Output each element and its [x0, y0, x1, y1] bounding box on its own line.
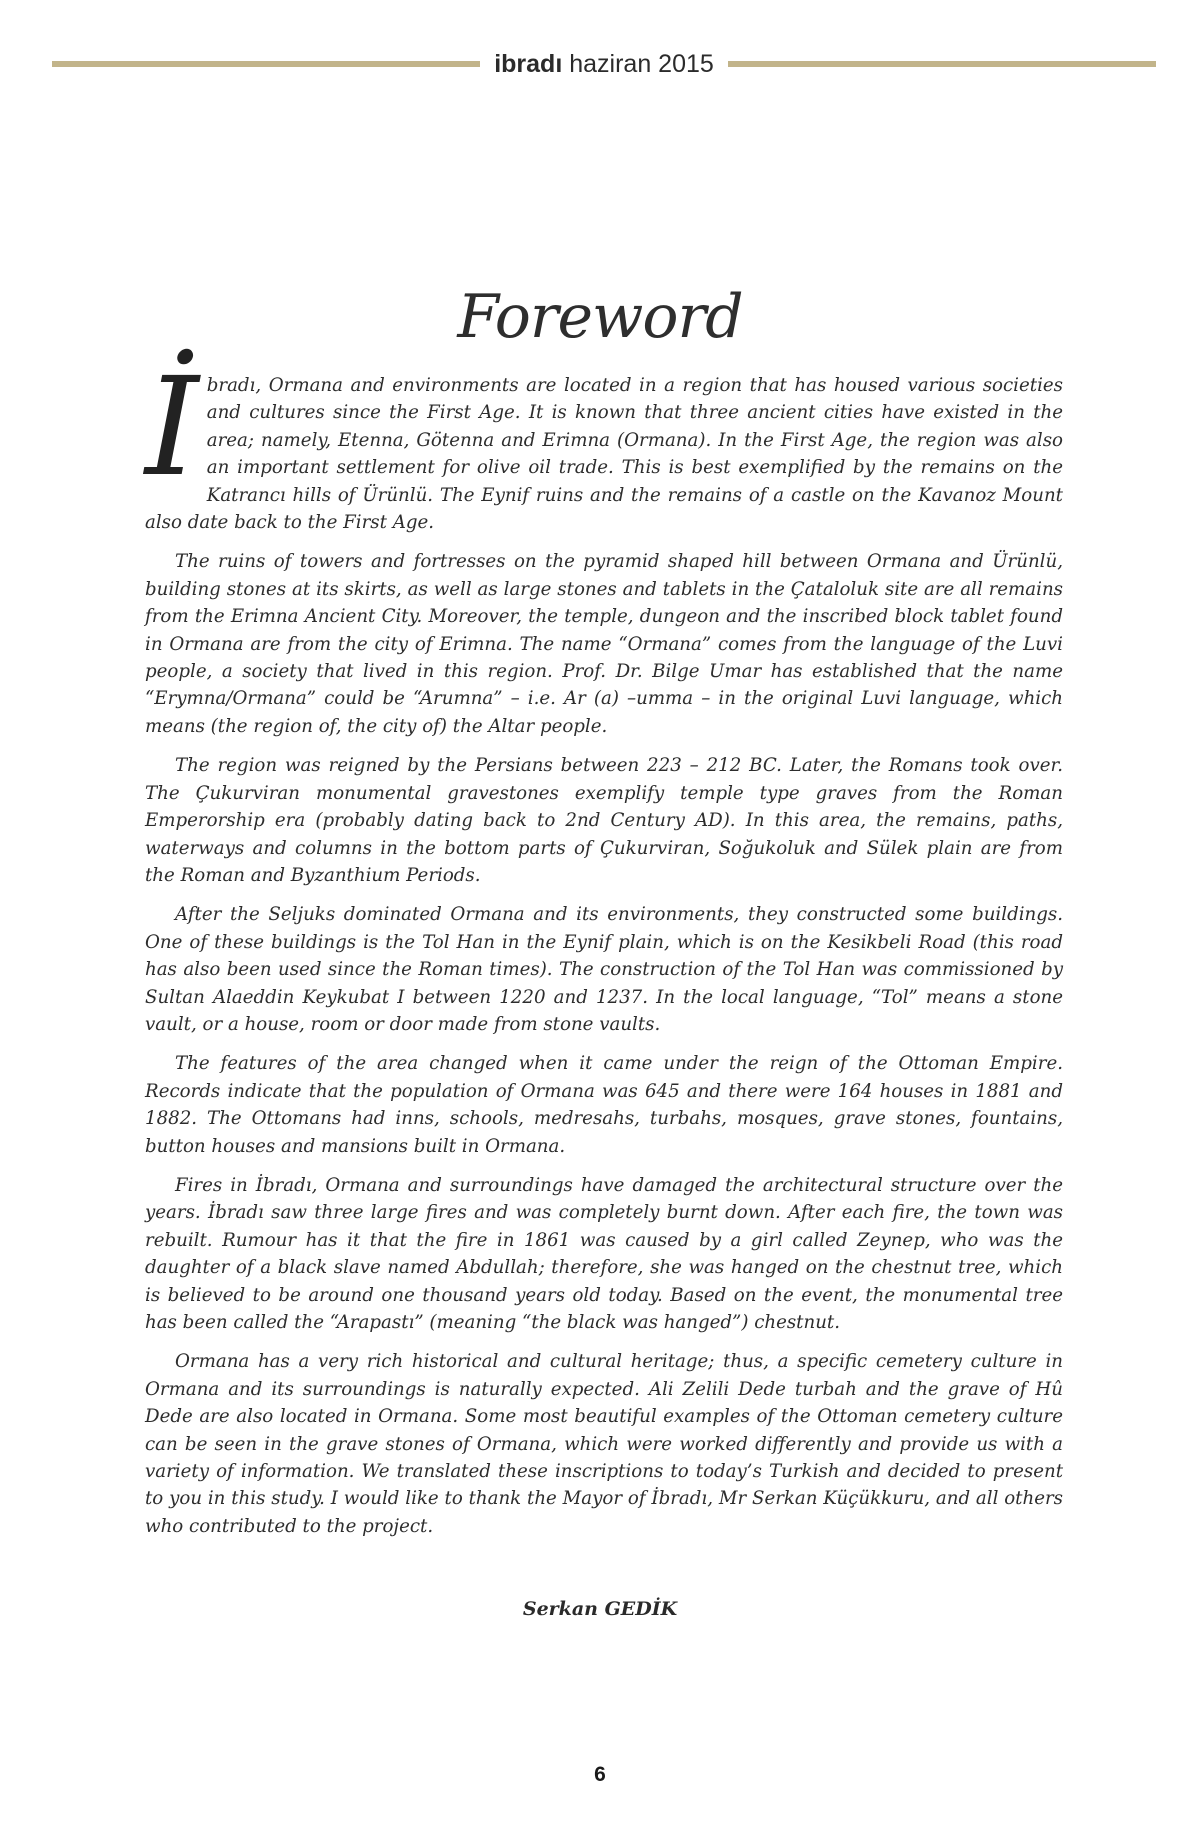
header-issue-date: haziran 2015 [562, 49, 714, 78]
drop-cap: İ [145, 349, 199, 507]
paragraph-7: Ormana has a very rich historical and cultural heritage; thus, a specific cemetery culture in Ormana and its surroundings is naturally expected. Ali Zelili Dede turbah and the grave of Hû Dede are also located in Ormana. Some most beautiful examples of the Ottoman cemetery culture can be seen in the grave stones of Ormana, which were worked differently and provide us with a variety of information. We translated these inscriptions to today’s Turkish and decided to present to you in this study. I would like to thank the Mayor of İbradı, Mr Serkan Küçükkuru, and all others who contributed to the project. [145, 1351, 1063, 1537]
running-header [52, 44, 1156, 84]
page-number: 6 [594, 1763, 606, 1786]
author-signature: Serkan GEDİK [522, 1598, 678, 1620]
paragraph-4: After the Seljuks dominated Ormana and its environments, they constructed some buildings. One of these buildings is the Tol Han in the Eynif plain, which is on the Kesikbeli Road (this road has also been used since the Roman times). The construction of the Tol Han was commissioned by Sultan Alaeddin Keykubat I between 1220 and 1237. In the local language, “Tol” means a stone vault, or a house, room or door made from stone vaults. [145, 904, 1063, 1035]
paragraph-3: The region was reigned by the Persians between 223 – 212 BC. Later, the Romans took over. The Çukurviran monumental gravestones exemplify temple type graves from the Roman Emperorship era (probably dating back to 2nd Century AD). In this area, the remains, paths, waterways and columns in the bottom parts of Çukurviran, Soğukoluk and Sülek plain are from the Roman and Byzanthium Periods. [145, 755, 1063, 886]
page-title: Foreword [457, 282, 743, 352]
header-rule-left [52, 61, 480, 67]
paragraph-2: The ruins of towers and fortresses on the pyramid shaped hill between Ormana and Ürünlü, building stones at its skirts, as well as large stones and tablets in the Çataloluk site are all remains from the Erimna Ancient City. Moreover, the temple, dungeon and the inscribed block tablet found in Ormana are from the city of Erimna. The name “Ormana” comes from the language of the Luvi people, a society that lived in this region. Prof. Dr. Bilge Umar has established that the name “Erymna/Ormana” could be “Arumna” – i.e. Ar (a) –umma – in the original Luvi language, which means (the region of, the city of) the Altar people. [145, 551, 1063, 737]
paragraph-1-text: bradı, Ormana and environments are located in a region that has housed various societies and cultures since the First Age. It is known that three ancient cities have existed in the area; namely, Etenna, Gӧtenna and Erimna (Ormana). In the First Age, the region was also an important settlement for olive oil trade. This is best exemplified by the remains on the Katrancı hills of Ürünlü. The Eynif ruins and the remains of a castle on the Kavanoz Mount also date back to the First Age. [145, 375, 1063, 534]
header-brand-name: ibradı [494, 49, 563, 78]
article-body [145, 349, 1063, 1552]
paragraph-1 [145, 349, 1063, 536]
header-title [480, 50, 728, 79]
header-rule-right [728, 61, 1156, 67]
paragraph-5: The features of the area changed when it came under the reign of the Ottoman Empire. Records indicate that the population of Ormana was 645 and there were 164 houses in 1881 and 1882. The Ottomans had inns, schools, medresahs, turbahs, mosques, grave stones, fountains, button houses and mansions built in Ormana. [145, 1053, 1063, 1157]
paragraph-6: Fires in İbradı, Ormana and surroundings have damaged the architectural structure over the years. İbradı saw three large fires and was completely burnt down. After each fire, the town was rebuilt. Rumour has it that the fire in 1861 was caused by a girl called Zeynep, who was the daughter of a black slave named Abdullah; therefore, she was hanged on the chestnut tree, which is believed to be around one thousand years old today. Based on the event, the monumental tree has been called the “Arapastı” (meaning “the black was hanged”) chestnut. [145, 1174, 1063, 1333]
